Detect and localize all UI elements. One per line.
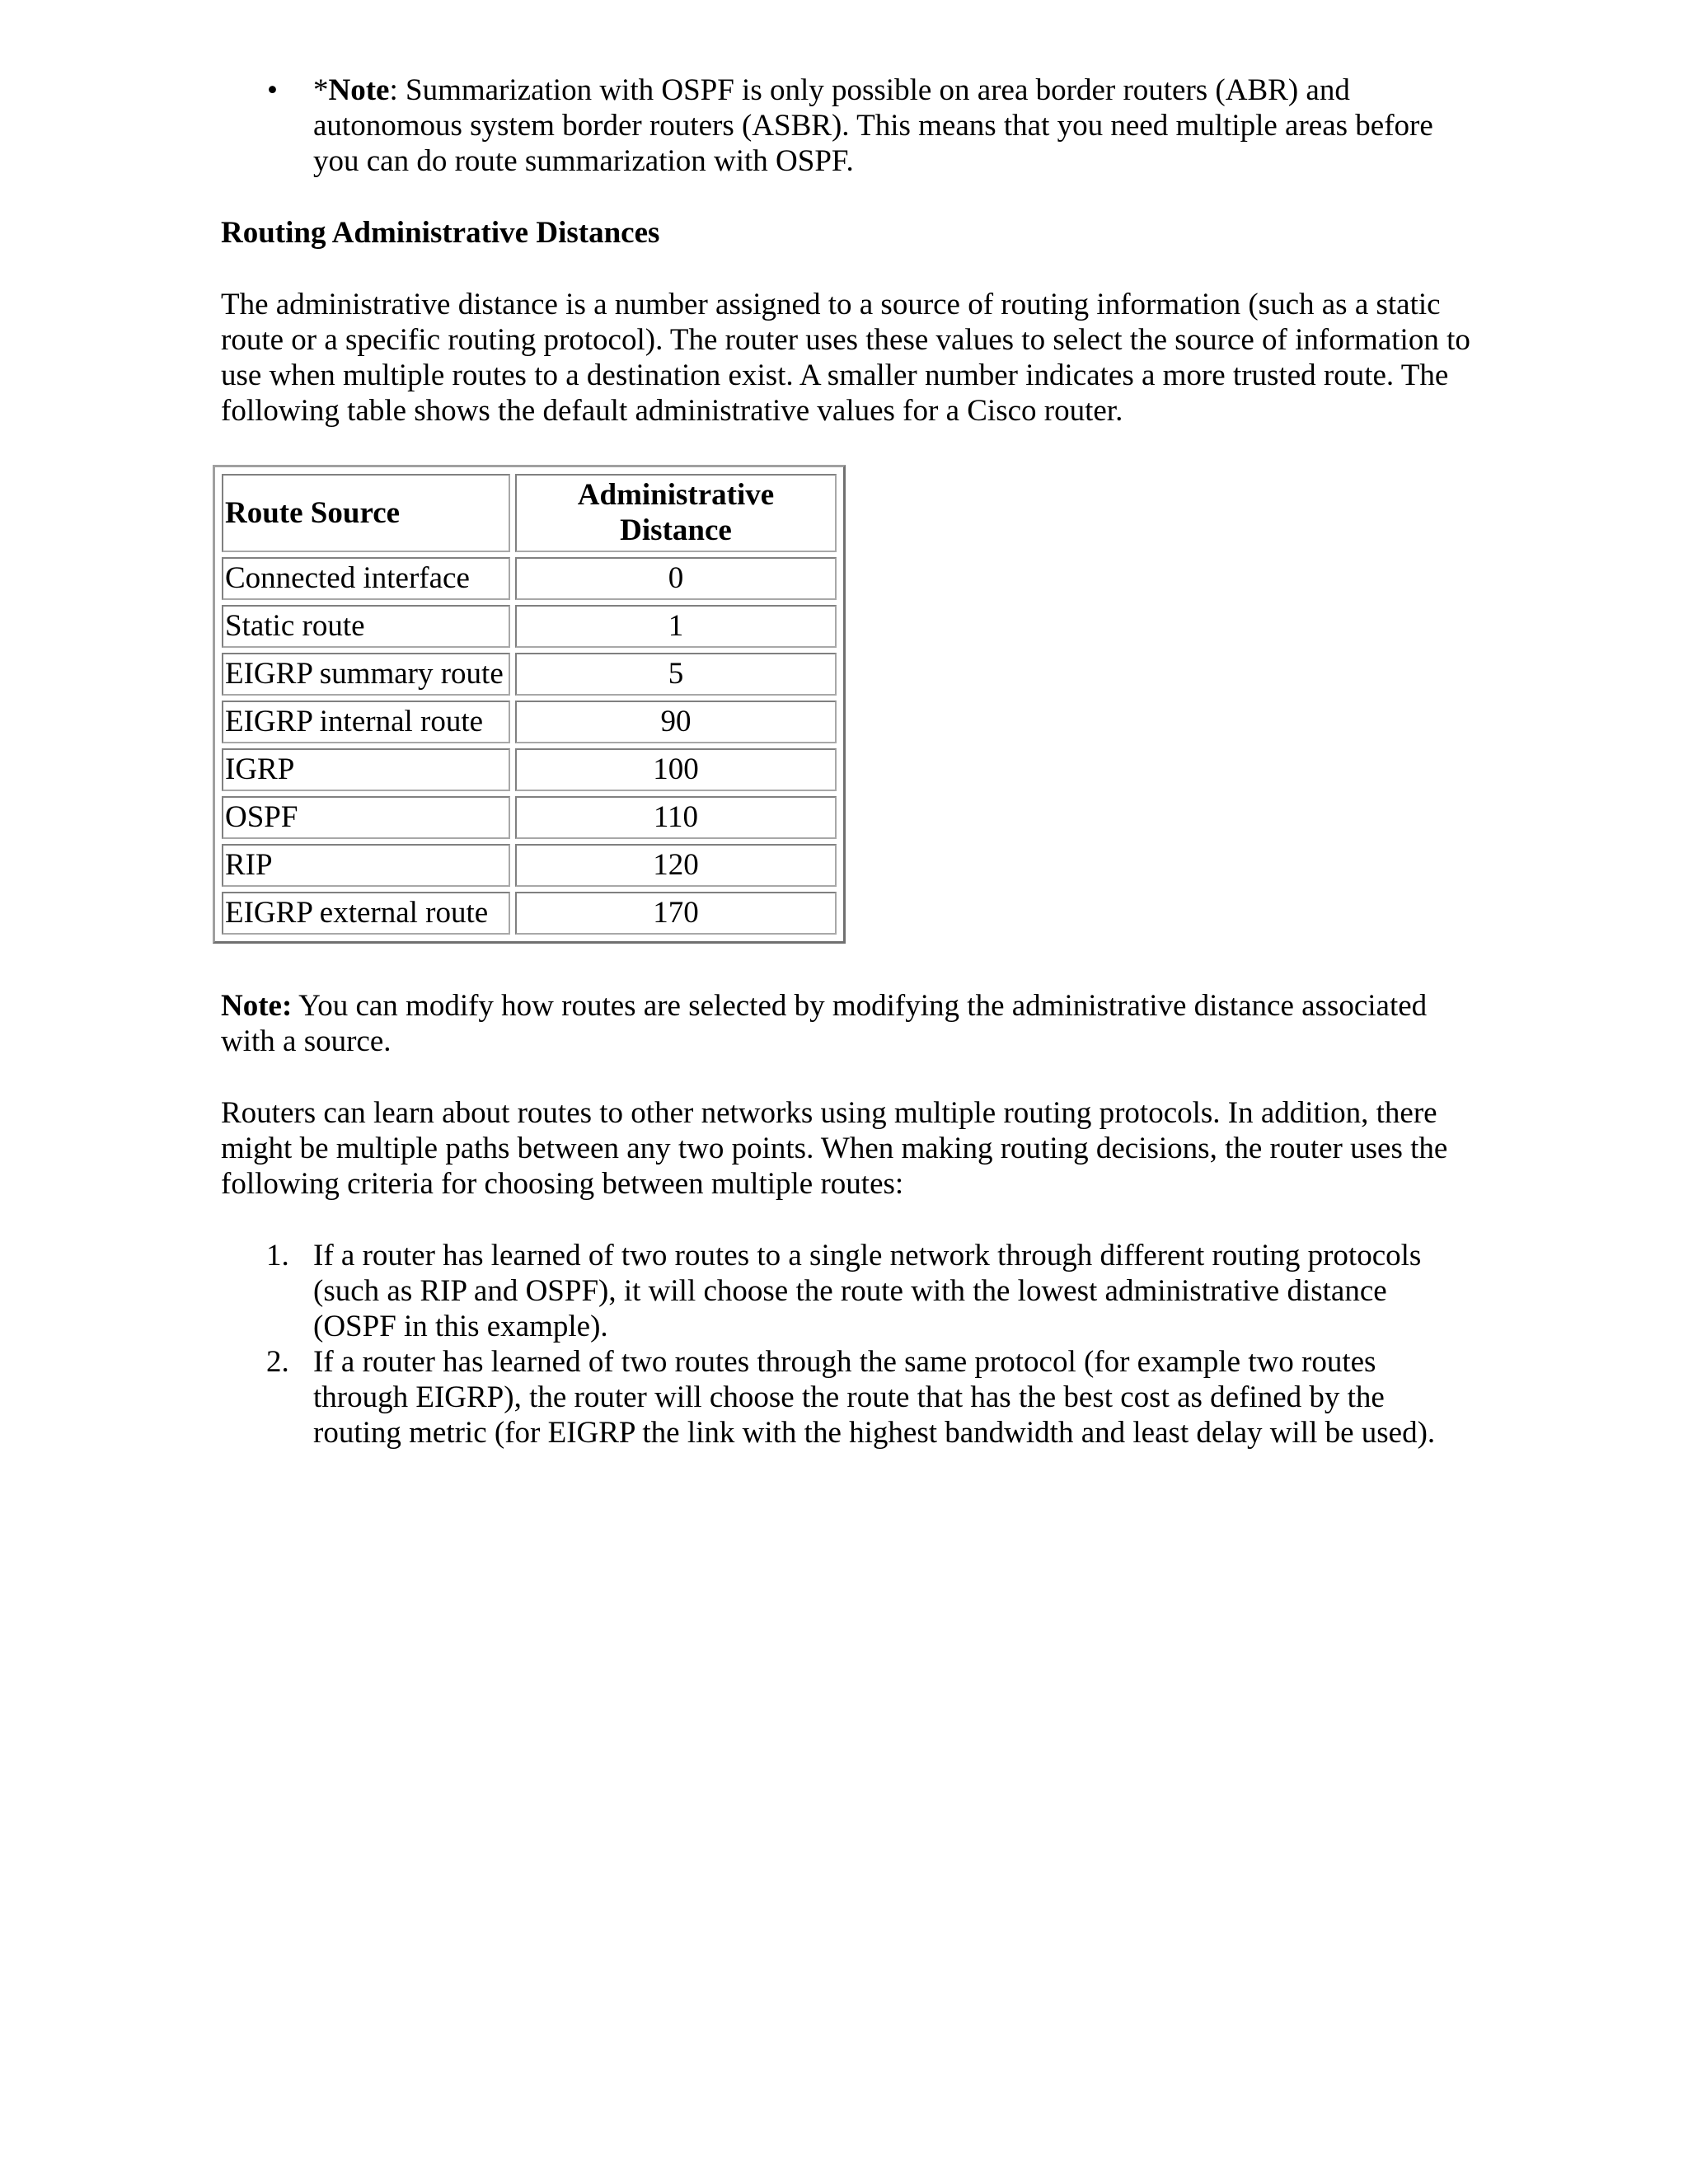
- table-row: [222, 653, 837, 696]
- list-item-number: 2.: [266, 1345, 289, 1379]
- intro-paragraph: The administrative distance is a number assigned to a source of routing information (such as a static route or a specific routing protocol). The router uses these values to select the source of information to use when multiple routes to a destination exist. A smaller number indicates a more trusted route. The following table shows the default administrative values for a Cisco router.: [221, 288, 1470, 428]
- list-item-text: If a router has learned of two routes through the same protocol (for example two routes through EIGRP), the router will choose the route that has the best cost as defined by the routing metric (for EIGRP the link with the highest bandwidth and least delay will be used).: [313, 1345, 1436, 1450]
- header-route-source: Route Source: [222, 474, 510, 552]
- admin-distance-table-frame: [213, 465, 846, 944]
- admin-distance-cell: 170: [515, 892, 837, 935]
- note-text: : Summarization with OSPF is only possible on area border routers (ABR) and autonomous system border routers (ASBR). This means that you need multiple areas before you can do route summarization with OSPF.: [313, 73, 1433, 178]
- note-paragraph-text: You can modify how routes are selected by modifying the administrative distance associated with a source.: [221, 989, 1428, 1058]
- list-item: [221, 1344, 1474, 1451]
- list-item: [221, 1238, 1474, 1344]
- admin-distance-cell: 0: [515, 557, 837, 600]
- route-source-cell: OSPF: [222, 796, 510, 839]
- route-source-cell: EIGRP internal route: [222, 701, 510, 743]
- table-row: [222, 748, 837, 791]
- admin-distance-table: [217, 469, 842, 940]
- header-admin-distance: Administrative Distance: [515, 474, 837, 552]
- list-item-number: 1.: [266, 1239, 289, 1272]
- note-paragraph-label: Note:: [221, 989, 293, 1023]
- route-source-cell: Connected interface: [222, 557, 510, 600]
- table-row: [222, 796, 837, 839]
- admin-distance-cell: 110: [515, 796, 837, 839]
- criteria-paragraph: Routers can learn about routes to other networks using multiple routing protocols. In addition, there might be multiple paths between any two points. When making routing decisions, the router uses the following criteria for choosing between multiple routes:: [221, 1096, 1448, 1201]
- table-row: [222, 844, 837, 887]
- section-heading: Routing Administrative Distances: [221, 216, 660, 250]
- table-row: [222, 557, 837, 600]
- route-source-cell: Static route: [222, 605, 510, 648]
- table-row: [222, 605, 837, 648]
- table-header-row: [222, 474, 837, 552]
- bullet-icon: •: [267, 73, 278, 107]
- admin-distance-cell: 90: [515, 701, 837, 743]
- admin-distance-cell: 120: [515, 844, 837, 887]
- note-paragraph: [221, 988, 1474, 1059]
- note-prefix: *: [313, 73, 329, 107]
- route-source-cell: EIGRP summary route: [222, 653, 510, 696]
- admin-distance-cell: 1: [515, 605, 837, 648]
- route-source-cell: RIP: [222, 844, 510, 887]
- admin-distance-cell: 5: [515, 653, 837, 696]
- summarization-note-list: [221, 73, 1474, 179]
- note-label: Note: [328, 73, 390, 107]
- criteria-list: [221, 1238, 1474, 1451]
- list-item-text: If a router has learned of two routes to a single network through different routing protocols (such as RIP and OSPF), it will choose the route with the lowest administrative distance (OSPF in this example).: [313, 1239, 1422, 1343]
- document-content: [221, 73, 1474, 1451]
- route-source-cell: EIGRP external route: [222, 892, 510, 935]
- admin-distance-cell: 100: [515, 748, 837, 791]
- table-row: [222, 701, 837, 743]
- route-source-cell: IGRP: [222, 748, 510, 791]
- summarization-note-item: [221, 73, 1474, 179]
- table-row: [222, 892, 837, 935]
